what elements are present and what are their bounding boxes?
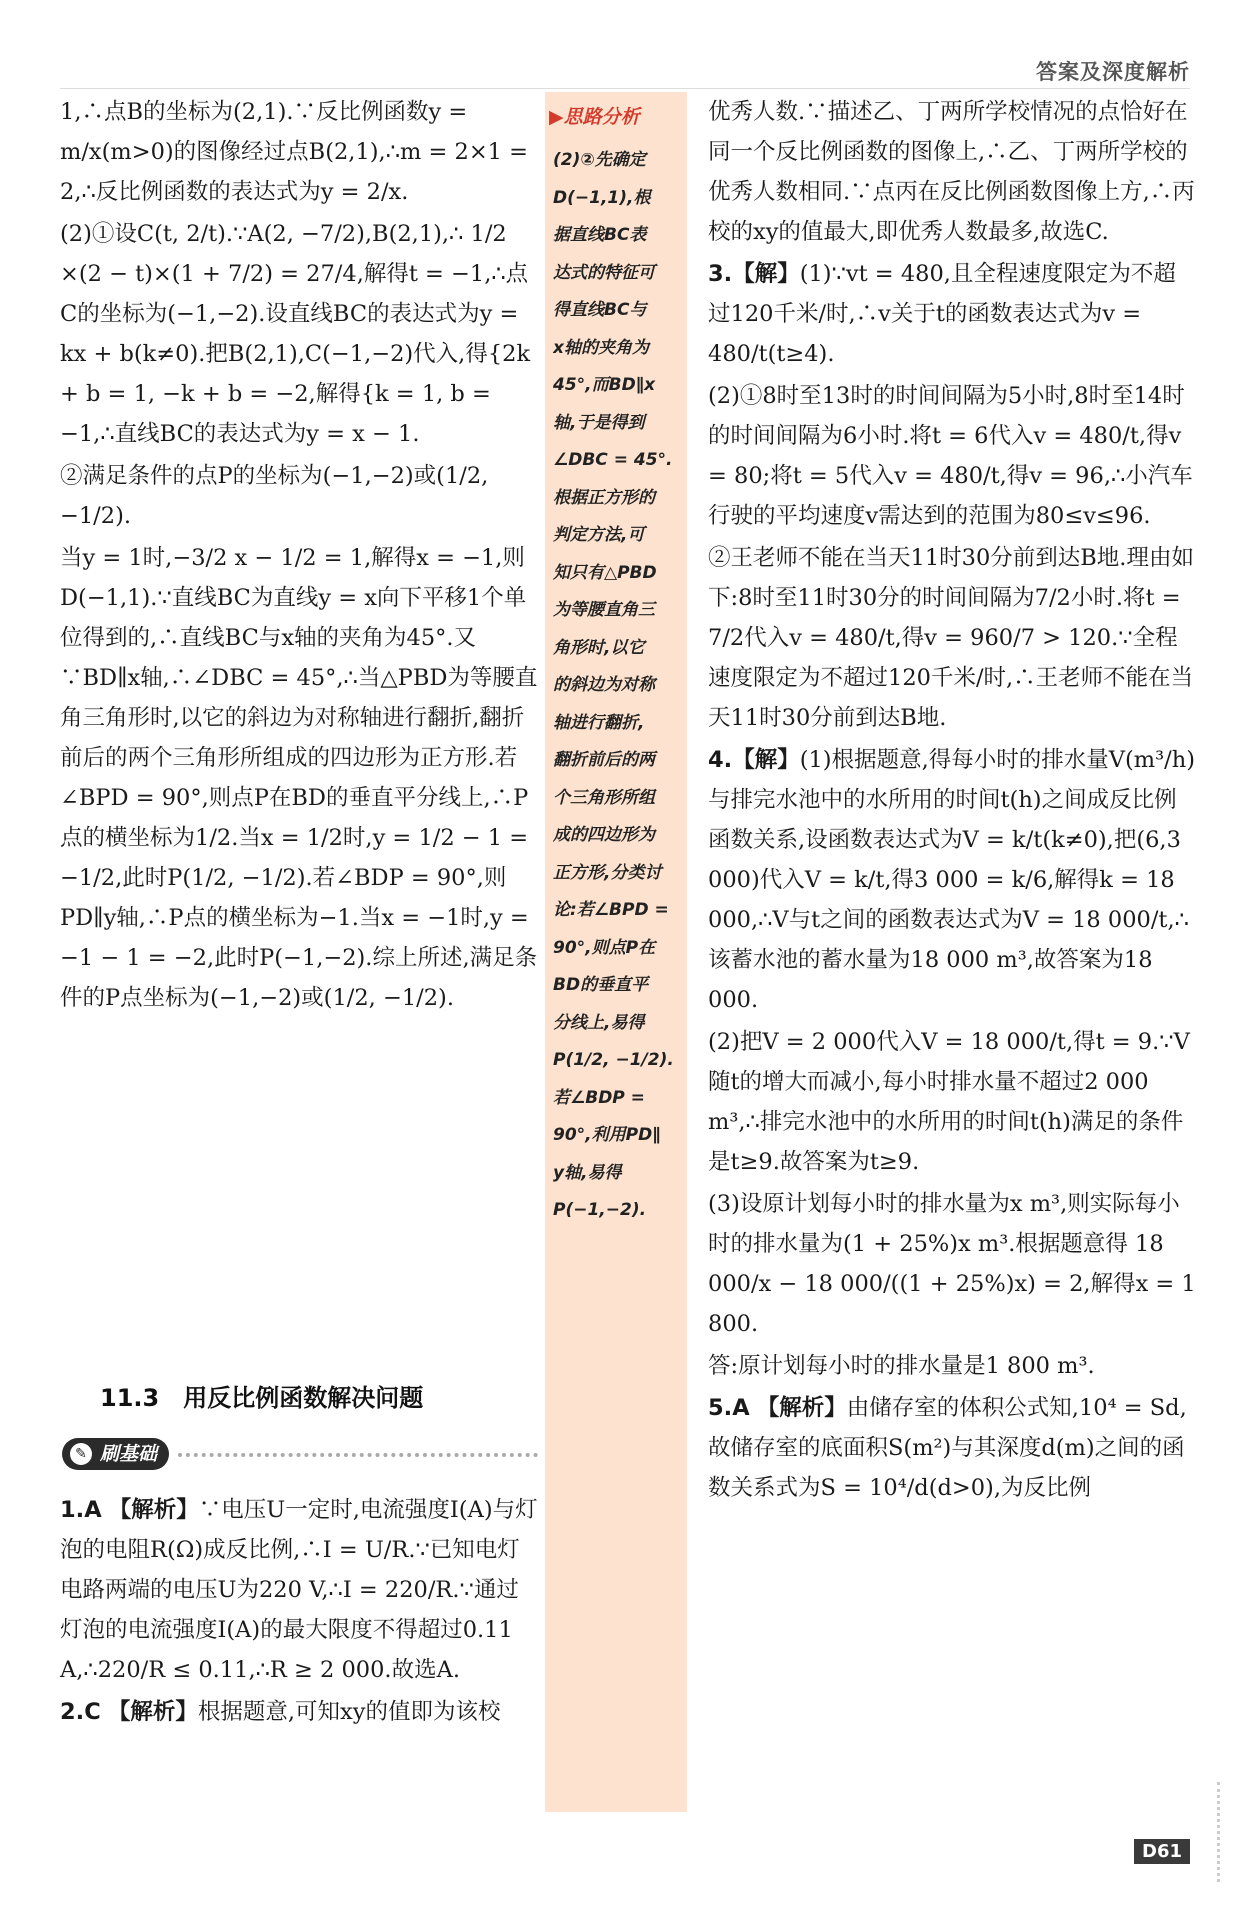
sidebar-line: P(−1,−2). xyxy=(553,1200,647,1220)
sidebar-line: 翻折前后的两 xyxy=(553,750,655,770)
left-paragraph: (2)①设C(t, 2/t).∵A(2, −7/2),B(2,1),∴ 1/2 ×(2 − t)×(1 + 7/2) = 27/4,解得t = −1,∴点C的坐标为(−1,−2).设直线BC的表达式为y = kx + b(k≠0).把B(2,1),C(−1,−2)代入,得{2k + b = 1, −k + b = −2,解得{k = 1, b = −1,∴直线BC的表达式为y = x − 1. xyxy=(60,221,531,447)
header-divider xyxy=(60,88,1190,89)
sidebar-line: 为等腰直角三 xyxy=(553,600,655,620)
right-column xyxy=(708,92,1196,1510)
answer-5-text: 由储存室的体积公式知,10⁴ = Sd,故储存室的底面积S(m²)与其深度d(m)之间的函数关系式为S = 10⁴/d(d>0),为反比例 xyxy=(708,1395,1187,1501)
sidebar-line: 轴进行翻折, xyxy=(553,712,645,733)
section-badge xyxy=(62,1438,169,1470)
left-paragraph: ②满足条件的点P的坐标为(−1,−2)或(1/2, −1/2). xyxy=(60,463,489,529)
sidebar-line: (2)②先确定 xyxy=(553,150,646,170)
answer-4-part2: (2)把V = 2 000代入V = 18 000/t,得t = 9.∵V随t的增大而减小,每小时排水量不超过2 000 m³,∴排完水池中的水所用的时间t(h)满足的条件是t≥9.故答案为t≥9. xyxy=(708,1029,1190,1175)
page-number: D61 xyxy=(1134,1839,1190,1864)
sidebar-title: ▶思路分析 xyxy=(549,106,640,128)
sidebar-line: D(−1,1),根 xyxy=(553,187,651,208)
page-header: 答案及深度解析 xyxy=(1036,60,1190,84)
pen-icon: ✎ xyxy=(70,1443,92,1465)
answer-1-text: ∵电压U一定时,电流强度I(A)与灯泡的电阻R(Ω)成反比例,∴I = U/R.∵已知电灯电路两端的电压U为220 V,∴I = 220/R.∵通过灯泡的电流强度I(A)的最大限度不得超过0.11 A,∴220/R ≤ 0.11,∴R ≥ 2 000.故选A. xyxy=(60,1497,538,1683)
answer-1-tag: 【解析】 xyxy=(108,1497,199,1523)
answer-2-text: 根据题意,可知xy的值即为该校 xyxy=(197,1699,501,1725)
sidebar-line: 得直线BC与 xyxy=(553,300,647,320)
section-title: 11.3 用反比例函数解决问题 xyxy=(100,1384,424,1412)
answer-3-number: 3. xyxy=(708,261,733,287)
sidebar-line: P(1/2, −1/2). xyxy=(553,1050,674,1070)
sidebar-line: 据直线BC表 xyxy=(553,225,647,245)
sidebar-body xyxy=(553,142,683,1230)
answer-3-part1: (1)∵vt = 480,且全程速度限定为不超过120千米/时,∴v关于t的函数表达式为v = 480/t(t≥4). xyxy=(708,261,1176,367)
answer-4-part3: (3)设原计划每小时的排水量为x m³,则实际每小时的排水量为(1 + 25%)x m³.根据题意得 18 000/x − 18 000/((1 + 25%)x) = 2,解得x = 1 800. xyxy=(708,1191,1196,1337)
sidebar-line: ∠DBC = 45°. xyxy=(553,450,673,470)
page-corner-decoration xyxy=(1197,1782,1220,1882)
sidebar-line: 轴,于是得到 xyxy=(553,412,645,433)
answer-4 xyxy=(708,740,1196,1020)
sidebar-line: x轴的夹角为 xyxy=(553,337,649,358)
sidebar-line: 个三角形所组 xyxy=(553,787,655,808)
answer-5-tag: 【解析】 xyxy=(756,1395,847,1421)
sidebar-line: 根据正方形的 xyxy=(553,487,655,508)
sidebar-line: 45°,而BD∥x xyxy=(553,375,656,395)
sidebar-line: 正方形,分类讨 xyxy=(553,862,662,883)
answer-2 xyxy=(60,1692,540,1732)
sidebar-line: y轴,易得 xyxy=(553,1162,622,1183)
section-badge-label: 刷基础 xyxy=(100,1443,158,1465)
answer-4-number: 4. xyxy=(708,747,733,773)
left-paragraph: 当y = 1时,−3/2 x − 1/2 = 1,解得x = −1,则D(−1,1).∵直线BC为直线y = x向下平移1个单位得到的,∴直线BC与x轴的夹角为45°.又∵BD∥x轴,∴∠DBC = 45°,∴当△PBD为等腰直角三角形时,以它的斜边为对称轴进行翻折,翻折前后的两个三角形所组成的四边形为正方形.若∠BPD = 90°,则点P在BD的垂直平分线上,∴P点的横坐标为1/2.当x = 1/2时,y = 1/2 − 1 = −1/2,此时P(1/2, −1/2).若∠BDP = 90°,则PD∥y轴,∴P点的横坐标为−1.当x = −1时,y = −1 − 1 = −2,此时P(−1,−2).综上所述,满足条件的P点坐标为(−1,−2)或(1/2, −1/2). xyxy=(60,545,538,1011)
answer-3 xyxy=(708,254,1196,374)
answer-4-tag: 【解】 xyxy=(732,747,800,773)
answer-2-number: 2.C xyxy=(60,1699,101,1725)
left-column xyxy=(60,92,540,1020)
thinking-analysis-sidebar xyxy=(545,92,687,1812)
answer-2-continued: 优秀人数.∵描述乙、丁两所学校情况的点恰好在同一个反比例函数的图像上,∴乙、丁两所学校的优秀人数相同.∵点丙在反比例函数图像上方,∴丙校的xy的值最大,即优秀人数最多,故选C. xyxy=(708,99,1195,245)
left-paragraph: 1,∴点B的坐标为(2,1).∵反比例函数y = m/x(m>0)的图像经过点B(2,1),∴m = 2×1 = 2,∴反比例函数的表达式为y = 2/x. xyxy=(60,99,528,205)
answer-1-number: 1.A xyxy=(60,1497,102,1523)
answer-5-number: 5.A xyxy=(708,1395,750,1421)
sidebar-line: 90°,利用PD∥ xyxy=(553,1125,661,1145)
sidebar-line: 的斜边为对称 xyxy=(553,675,655,695)
sidebar-line: 判定方法,可 xyxy=(553,525,645,545)
sidebar-line: 分线上,易得 xyxy=(553,1012,645,1033)
sidebar-line: BD的垂直平 xyxy=(553,975,649,995)
sidebar-line: 若∠BDP = xyxy=(553,1087,645,1108)
answer-1 xyxy=(60,1490,540,1690)
sidebar-line: 成的四边形为 xyxy=(553,825,655,845)
answer-4-part4: 答:原计划每小时的排水量是1 800 m³. xyxy=(708,1353,1095,1379)
answer-2-tag: 【解析】 xyxy=(107,1699,198,1725)
answer-3-part3: ②王老师不能在当天11时30分前到达B地.理由如下:8时至11时30分的时间间隔为7/2小时.将t = 7/2代入v = 480/t,得v = 960/7 > 120.∵全程速度限定为不超过120千米/时,∴王老师不能在当天11时30分前到达B地. xyxy=(708,545,1194,731)
answer-4-part1: (1)根据题意,得每小时的排水量V(m³/h)与排完水池中的水所用的时间t(h)之间成反比例函数关系,设函数表达式为V = k/t(k≠0),把(6,3 000)代入V = k/t,得3 000 = k/6,解得k = 18 000,∴V与t之间的函数表达式为V = 18 000/t,∴该蓄水池的蓄水量为18 000 m³,故答案为18 000. xyxy=(708,747,1195,1013)
sidebar-line: 知只有△PBD xyxy=(553,562,657,583)
sidebar-line: 90°,则点P在 xyxy=(553,937,656,958)
lower-left-answers xyxy=(60,1490,540,1734)
answer-3-part2: (2)①8时至13时的时间间隔为5小时,8时至14时的时间间隔为6小时.将t = 6代入v = 480/t,得v = 80;将t = 5代入v = 480/t,得v = 96,∴小汽车行驶的平均速度v需达到的范围为80≤v≤96. xyxy=(708,383,1193,529)
answer-3-tag: 【解】 xyxy=(732,261,800,287)
answer-5 xyxy=(708,1388,1196,1508)
section-dotted-rule xyxy=(178,1453,538,1457)
sidebar-line: 角形时,以它 xyxy=(553,637,645,658)
sidebar-line: 达式的特征可 xyxy=(553,262,655,283)
sidebar-line: 论:若∠BPD = xyxy=(553,900,669,920)
